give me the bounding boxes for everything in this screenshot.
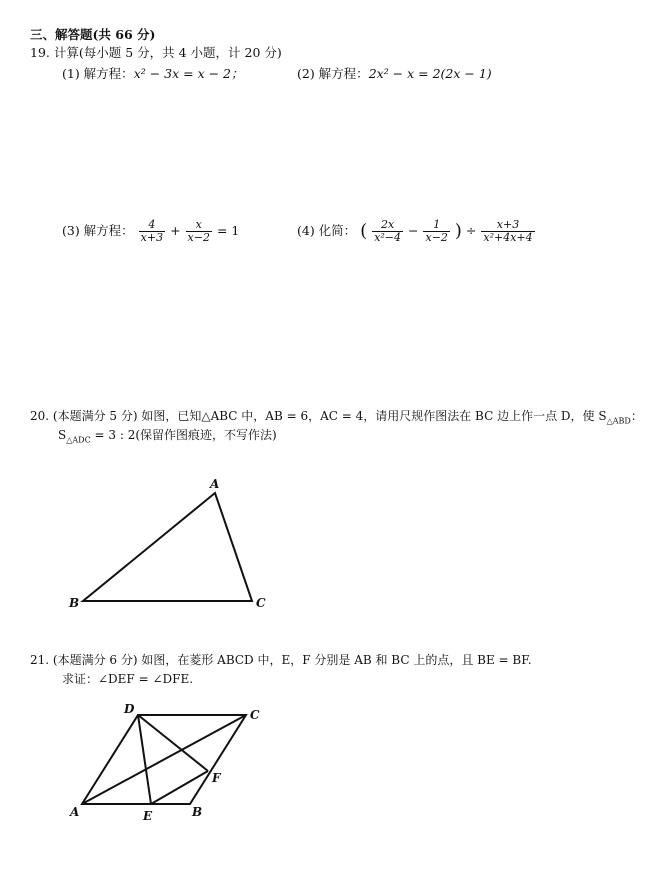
q19-part1-label: (1) 解方程： xyxy=(62,66,134,81)
section-title: 三、解答题(共 66 分) xyxy=(30,27,156,42)
label-b: B xyxy=(192,805,203,819)
label-c: C xyxy=(256,596,266,610)
q19-part2-label: (2) 解方程： xyxy=(297,66,369,81)
q20-line-1: 20. (本题满分 5 分) 如图，已知△ABC 中，AB = 6，AC = 4，请用尺规作图法在 BC 边上作一点 D，使 $S_{\triangle ABD}$： xyxy=(30,409,643,426)
q19-part4-left-paren: ( xyxy=(360,220,368,242)
q19-part4-minus: − xyxy=(408,223,419,238)
q19-part3-rhs: = 1 xyxy=(216,223,240,238)
diagonal-ac xyxy=(82,715,246,804)
q20-line-2: $S_{\triangle ADC} = 3$ : 2(保留作图痕迹，不写作法) xyxy=(58,428,277,445)
q19-part3-fraction-2: $\frac{x}{x-2}$ xyxy=(187,218,210,244)
q19-heading: 19. 计算(每小题 5 分，共 4 小题，计 20 分) xyxy=(30,45,282,60)
q21-line-1: 21. (本题满分 6 分) 如图，在菱形 ABCD 中，E，F 分别是 AB 和 BC 上的点，且 BE = BF. xyxy=(30,653,532,667)
label-a: A xyxy=(210,477,220,491)
q19-part3-fraction-1: $\frac{4}{x+3}$ xyxy=(140,218,164,244)
q19-part4-label: (4) 化简： xyxy=(297,223,357,238)
q19-part4-divide: ÷ xyxy=(465,223,477,238)
label-d: D xyxy=(124,702,135,716)
q19-part4-fraction-1: $\frac{2x}{\text{x²−4}}$ xyxy=(374,218,402,244)
q19-part4-fraction-3: $\frac{x+3}{\text{x²+4x+4}}$ xyxy=(483,218,533,244)
segment-df xyxy=(138,715,208,771)
label-f: F xyxy=(212,771,221,785)
label-a: A xyxy=(70,805,80,819)
q21-line-2: 求证：∠DEF = ∠DFE. xyxy=(62,672,194,686)
q19-part3-label: (3) 解方程： xyxy=(62,223,134,238)
label-c: C xyxy=(250,708,260,722)
segment-de xyxy=(138,715,151,804)
q19-part4-right-paren: ) xyxy=(454,220,462,242)
q19-part1-expr: x² − 3x = x − 2； xyxy=(133,66,244,81)
q19-part3-plus: + xyxy=(170,223,181,238)
label-e: E xyxy=(143,809,153,823)
q19-part4-fraction-2: $\frac{1}{x-2}$ xyxy=(425,218,448,244)
label-b: B xyxy=(69,596,80,610)
q19-part2-expr: 2x² − x = 2(2x − 1) xyxy=(368,66,492,81)
